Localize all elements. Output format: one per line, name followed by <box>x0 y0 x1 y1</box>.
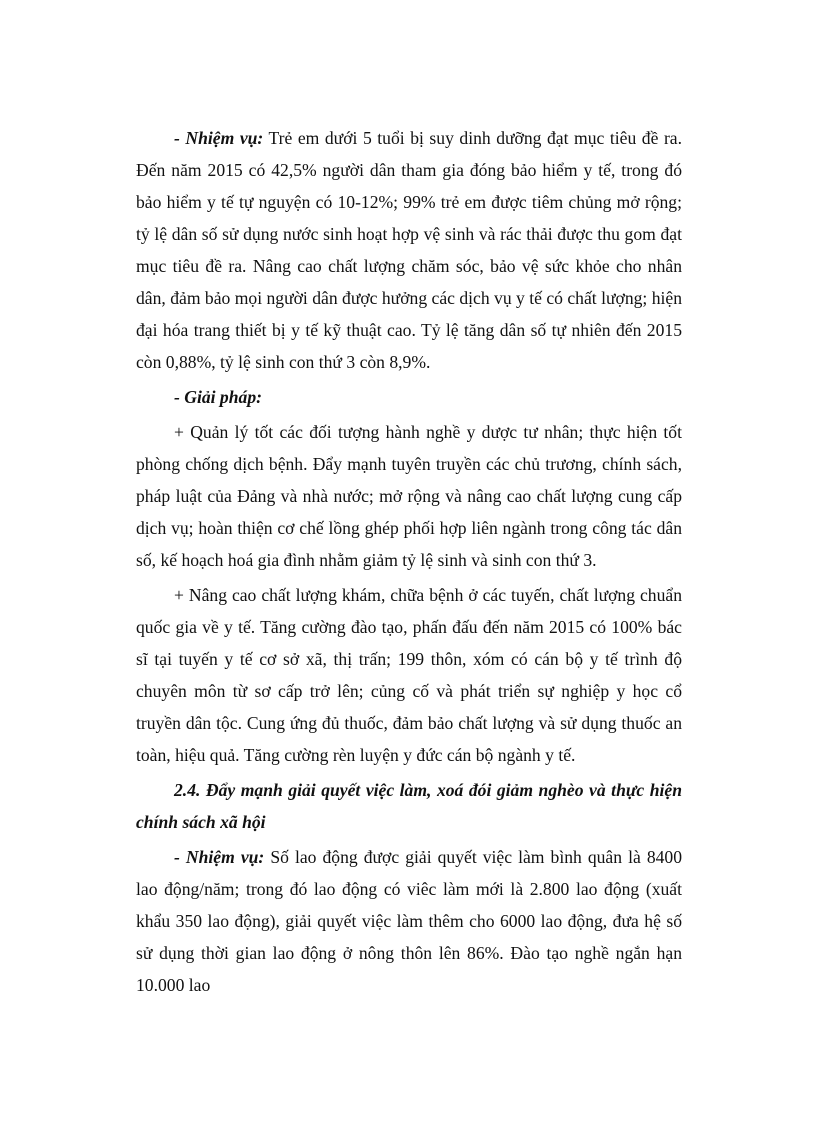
employment-tasks-text: Số lao động được giải quyết việc làm bình quân là 8400 lao động/năm; trong đó lao động có viêc làm mới là 2.800 lao động (xuất khẩu 350 lao động), giải quyết việc làm thêm cho 6000 lao động, đưa hệ số sử dụng thời gian lao động ở nông thôn lên 86%. Đào tạo nghề ngắn hạn 10.000 lao <box>136 847 683 995</box>
paragraph-solution-1: + Quản lý tốt các đối tượng hành nghề y dược tư nhân; thực hiện tốt phòng chống dịch bệnh. Đẩy mạnh tuyên truyền các chủ trương, chính sách, pháp luật của Đảng và nhà nước; mở rộng và nâng cao chất lượng cung cấp dịch vụ; hoàn thiện cơ chế lồng ghép phối hợp liên ngành trong công tác dân số, kế hoạch hoá gia đình nhằm giảm tỷ lệ sinh và sinh con thứ 3. <box>136 422 682 570</box>
paragraph-solution-2: + Nâng cao chất lượng khám, chữa bệnh ở các tuyến, chất lượng chuẩn quốc gia về y tế. Tăng cường đào tạo, phấn đấu đến năm 2015 có 100% bác sĩ tại tuyến y tế cơ sở xã, thị trấn; 199 thôn, xóm có cán bộ y tế trình độ chuyên môn từ sơ cấp trở lên; củng cố và phát triển sự nghiệp y học cổ truyền dân tộc. Cung ứng đủ thuốc, đảm bảo chất lượng và sử dụng thuốc an toàn, hiệu quả. Tăng cường rèn luyện y đức cán bộ ngành y tế. <box>136 585 682 765</box>
paragraph-solutions-label <box>136 381 682 413</box>
employment-tasks-label: - Nhiệm vụ: <box>174 847 265 867</box>
document-body <box>136 122 682 1004</box>
tasks-label: - Nhiệm vụ: <box>174 128 264 148</box>
tasks-text: Trẻ em dưới 5 tuổi bị suy dinh dưỡng đạt mục tiêu đề ra. Đến năm 2015 có 42,5% người dân tham gia đóng bảo hiểm y tế, trong đó bảo hiểm y tế tự nguyện có 10-12%; 99% trẻ em được tiêm chủng mở rộng; tỷ lệ dân số sử dụng nước sinh hoạt hợp vệ sinh và rác thải được thu gom đạt mục tiêu đề ra. Nâng cao chất lượng chăm sóc, bảo vệ sức khỏe cho nhân dân, đảm bảo mọi người dân được hưởng các dịch vụ y tế có chất lượng; hiện đại hóa trang thiết bị y tế kỹ thuật cao. Tỷ lệ tăng dân số tự nhiên đến 2015 còn 0,88%, tỷ lệ sinh con thứ 3 còn 8,9%. <box>136 128 683 372</box>
section-heading: 2.4. Đẩy mạnh giải quyết việc làm, xoá đói giảm nghèo và thực hiện chính sách xã hội <box>136 780 682 832</box>
paragraph-health-tasks <box>136 122 682 378</box>
solutions-label: - Giải pháp: <box>174 387 262 407</box>
paragraph-employment-tasks <box>136 841 682 1001</box>
